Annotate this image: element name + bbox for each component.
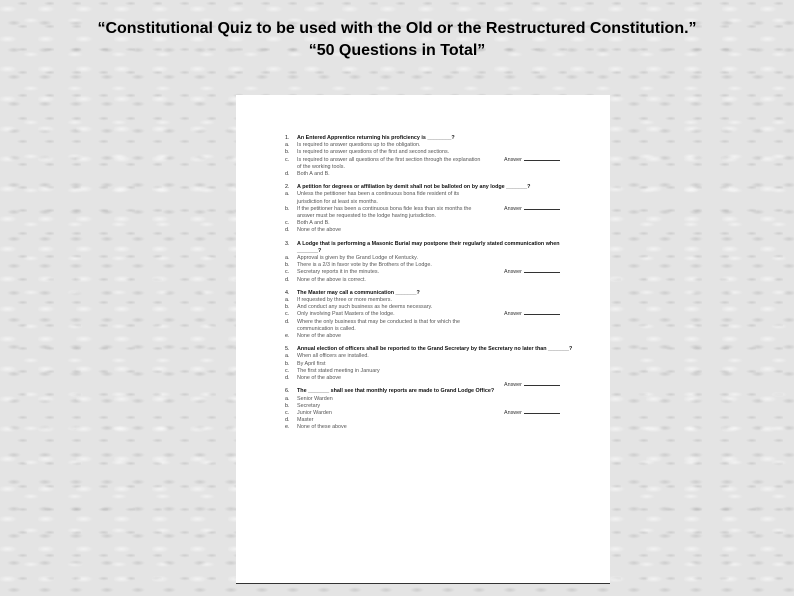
option-text: The first stated meeting in January	[297, 367, 380, 374]
answer-option	[285, 277, 577, 284]
answer-option	[285, 149, 577, 156]
answer-line[interactable]	[524, 160, 560, 161]
answer-line[interactable]	[524, 272, 560, 273]
question-text: An Entered Apprentice returning his proficiency is ________?	[297, 135, 455, 141]
option-letter: b.	[285, 262, 290, 269]
option-text: None of these above	[297, 424, 347, 431]
answer-option	[285, 368, 577, 375]
option-text: Where the only business that may be conducted is that for which the communication is called.	[297, 318, 461, 332]
option-text: When all officers are installed.	[297, 353, 369, 360]
option-letter: c.	[285, 156, 290, 163]
option-text: Master	[297, 417, 314, 424]
option-letter: c.	[285, 269, 290, 276]
option-text: If the petitioner has been a continuous bona fide less than six months the answer must be requested to the lodge having jurisdiction.	[297, 205, 472, 220]
question-row	[285, 346, 577, 353]
question-row	[285, 290, 577, 297]
option-letter: c.	[285, 311, 290, 318]
answer-blank[interactable]	[504, 206, 560, 213]
option-letter: d.	[285, 318, 290, 325]
option-text: If requested by three or more members.	[297, 297, 392, 304]
option-letter: d.	[285, 375, 290, 382]
answer-option	[285, 375, 577, 382]
question	[285, 346, 577, 389]
question	[285, 388, 577, 431]
answer-option	[285, 361, 577, 368]
option-letter: a.	[285, 142, 290, 149]
answer-blank[interactable]	[504, 157, 560, 164]
answer-option	[285, 396, 577, 403]
question-number: 4.	[285, 289, 290, 296]
answer-line[interactable]	[524, 314, 560, 315]
option-text: Both A and B.	[297, 220, 330, 227]
answer-blank[interactable]	[504, 269, 560, 276]
option-letter: a.	[285, 255, 290, 262]
quiz-page	[236, 95, 610, 584]
answer-option	[285, 333, 577, 340]
question-text: Annual election of officers shall be reported to the Grand Secretary by the Secretary no later than _______?	[297, 346, 573, 353]
option-text: Approval is given by the Grand Lodge of Kentucky.	[297, 255, 418, 262]
quiz-content	[285, 135, 577, 438]
option-letter: c.	[285, 367, 290, 374]
option-letter: a.	[285, 297, 290, 304]
question-row	[285, 241, 577, 255]
answer-line[interactable]	[524, 385, 560, 386]
answer-label: Answer	[504, 409, 522, 416]
option-letter: b.	[285, 149, 290, 156]
option-letter: d.	[285, 276, 290, 283]
option-letter: e.	[285, 424, 290, 431]
answer-blank[interactable]	[504, 410, 560, 417]
answer-option	[285, 304, 577, 311]
option-text: None of the above is correct.	[297, 276, 366, 283]
question-number: 3.	[285, 240, 290, 247]
answer-option	[285, 417, 577, 424]
option-text: And conduct any such business as he deems necessary.	[297, 304, 433, 311]
option-text: There is a 2/3 in favor vote by the Brothers of the Lodge.	[297, 262, 432, 269]
answer-option	[285, 191, 577, 205]
question-text: A petition for degrees or affiliation by demit shall not be balloted on by any lodge _______?	[297, 184, 531, 191]
option-letter: e.	[285, 333, 290, 340]
answer-label: Answer	[504, 311, 522, 318]
question-row	[285, 184, 577, 191]
question-number: 5.	[285, 346, 290, 353]
question-row	[285, 135, 577, 142]
question-number: 2.	[285, 184, 290, 191]
answer-label: Answer	[504, 382, 522, 389]
option-letter: c.	[285, 409, 290, 416]
answer-label: Answer	[504, 156, 522, 163]
option-text: Is required to answer questions of the first and second sections.	[297, 149, 450, 156]
answer-option	[285, 142, 577, 149]
option-letter: b.	[285, 360, 290, 367]
option-text: Unless the petitioner has been a continuous bona fide resident of its jurisdiction for at least six months.	[297, 191, 460, 205]
title-line-1: “Constitutional Quiz to be used with the Old or the Restructured Constitution.”	[97, 20, 697, 37]
answer-option	[285, 171, 577, 178]
question-text: A Lodge that is performing a Masonic Burial may postpone their regularly stated communication when _______?	[297, 240, 560, 254]
answer-option	[285, 297, 577, 304]
option-text: Only involving Past Masters of the lodge.	[297, 311, 395, 318]
slide-title	[0, 18, 794, 62]
option-letter: a.	[285, 395, 290, 402]
option-letter: c.	[285, 220, 290, 227]
answer-line[interactable]	[524, 209, 560, 210]
option-letter: d.	[285, 171, 290, 178]
option-text: Both A and B.	[297, 171, 330, 178]
title-line-2: “50 Questions in Total”	[308, 42, 486, 59]
option-text: Secretary reports it in the minutes.	[297, 269, 380, 276]
answer-option	[285, 403, 577, 410]
answer-blank[interactable]	[504, 311, 560, 318]
question	[285, 241, 577, 284]
option-letter: d.	[285, 417, 290, 424]
option-text: None of the above	[297, 333, 342, 340]
option-letter: b.	[285, 402, 290, 409]
option-text: Is required to answer all questions of the first section through the explanation of the working tools.	[297, 156, 481, 170]
answer-label: Answer	[504, 269, 522, 276]
question	[285, 184, 577, 234]
option-text: Junior Warden	[297, 409, 332, 416]
option-letter: b.	[285, 304, 290, 311]
option-letter: a.	[285, 353, 290, 360]
answer-option	[285, 255, 577, 262]
option-text: None of the above	[297, 375, 342, 382]
option-letter: a.	[285, 191, 290, 198]
question-text: The Master may call a communication _______?	[297, 289, 420, 296]
question	[285, 135, 577, 178]
answer-option	[285, 424, 577, 431]
answer-option	[285, 262, 577, 269]
question-row	[285, 388, 577, 395]
option-text: Is required to answer questions up to the obligation.	[297, 142, 421, 149]
question-text: The _______ shall see that monthly reports are made to Grand Lodge Office?	[297, 388, 495, 395]
option-text: Secretary	[297, 402, 321, 409]
answer-option	[285, 227, 577, 234]
option-letter: b.	[285, 205, 290, 212]
answer-label: Answer	[504, 205, 522, 212]
question-number: 1.	[285, 135, 290, 141]
option-letter: d.	[285, 227, 290, 234]
option-text: None of the above	[297, 227, 342, 234]
answer-line[interactable]	[524, 413, 560, 414]
question	[285, 290, 577, 340]
option-text: By April first	[297, 360, 326, 367]
question-number: 6.	[285, 388, 290, 395]
answer-option	[285, 353, 577, 360]
answer-option	[285, 220, 577, 227]
answer-option	[285, 319, 577, 333]
option-text: Senior Warden	[297, 395, 333, 402]
